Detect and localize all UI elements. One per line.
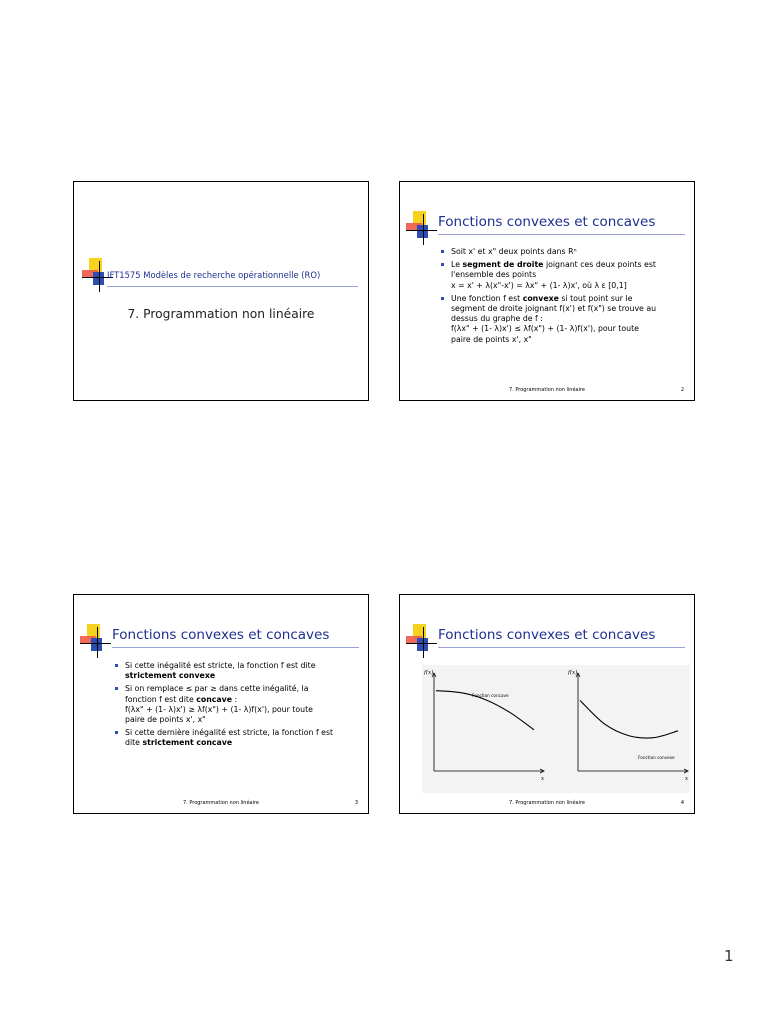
list-item [441, 247, 682, 257]
chart-panel [422, 665, 690, 793]
slide-title: Fonctions convexes et concaves [438, 214, 656, 230]
title-rule [112, 647, 359, 648]
bullet-line: Soit x' et x" deux points dans Rⁿ [451, 247, 577, 256]
bullet-icon [441, 297, 444, 300]
bullet-line: paire de points x', x" [451, 334, 532, 344]
slide-logo-icon [80, 624, 110, 658]
slide-footer: 7. Programmation non linéaire [182, 800, 260, 806]
y-axis-label: f(x) [424, 670, 434, 676]
x-axis-label: x [685, 776, 689, 782]
title-rule [438, 647, 685, 648]
page-number: 1 [724, 947, 734, 965]
x-axis-label: x [541, 776, 545, 782]
slide-footer: 7. Programmation non linéaire [508, 387, 586, 393]
list-item [115, 728, 356, 748]
bullet-icon [115, 687, 118, 690]
title-rule [107, 286, 358, 287]
bullet-line: dite strictement concave [125, 738, 233, 748]
bullet-line: Si cette dernière inégalité est stricte, la fonction f est [125, 728, 334, 738]
bullet-line: Si on remplace ≤ par ≥ dans cette inégalité, la [125, 684, 309, 694]
bullet-line: dessus du graphe de f : [451, 314, 543, 324]
list-item [441, 294, 682, 345]
bullet-list [441, 247, 682, 348]
bullet-line: Le segment de droite joignant ces deux points est [451, 260, 656, 270]
slide-number: 4 [680, 800, 684, 806]
bullet-line: Une fonction f est convexe si tout point sur le [451, 293, 633, 303]
bullet-line: segment de droite joignant f(x') et f(x") se trouve au [451, 304, 657, 314]
bullet-list [115, 661, 356, 752]
list-item [115, 661, 356, 681]
bullet-line: paire de points x', x" [125, 715, 206, 725]
bullet-line: fonction f est dite concave : [125, 694, 238, 704]
bullet-line: l'ensemble des points [451, 270, 537, 280]
convex-curve [580, 700, 678, 738]
list-item [441, 260, 682, 291]
bullet-icon [441, 263, 444, 266]
y-axis-label: f(x) [568, 670, 578, 676]
slide-3 [73, 594, 369, 814]
slide-4 [399, 594, 695, 814]
curve-annotation: Fonction convexe [638, 755, 675, 760]
bullet-icon [115, 664, 118, 667]
slide-number: 2 [680, 387, 684, 393]
slide-title: Fonctions convexes et concaves [438, 627, 656, 643]
bullet-line: strictement convexe [125, 671, 216, 681]
bullet-icon [441, 250, 444, 253]
slide-number: 3 [354, 800, 358, 806]
slide-logo-icon [406, 211, 436, 245]
bullet-line: Si cette inégalité est stricte, la fonction f est dite [125, 661, 316, 670]
bullet-icon [115, 731, 118, 734]
curve-annotation: Fonction concave [472, 693, 509, 698]
slide-subtitle: 7. Programmation non linéaire [127, 307, 315, 321]
bullet-line: f(λx" + (1- λ)x') ≥ λf(x") + (1- λ)f(x'), pour toute [125, 704, 313, 714]
list-item [115, 684, 356, 725]
bullet-line: f(λx" + (1- λ)x') ≤ λf(x") + (1- λ)f(x'), pour toute [451, 324, 639, 334]
bullet-line: x = x' + λ(x"-x') = λx" + (1- λ)x', où λ ε [0,1] [451, 280, 627, 290]
slide-title: Fonctions convexes et concaves [112, 627, 330, 643]
title-rule [438, 234, 685, 235]
course-title: IFT1575 Modèles de recherche opérationnelle (RO) [107, 270, 321, 280]
function-charts [422, 665, 690, 793]
slide-footer: 7. Programmation non linéaire [508, 800, 586, 806]
slide-2 [399, 181, 695, 401]
slide-1 [73, 181, 369, 401]
slide-logo-icon [406, 624, 436, 658]
